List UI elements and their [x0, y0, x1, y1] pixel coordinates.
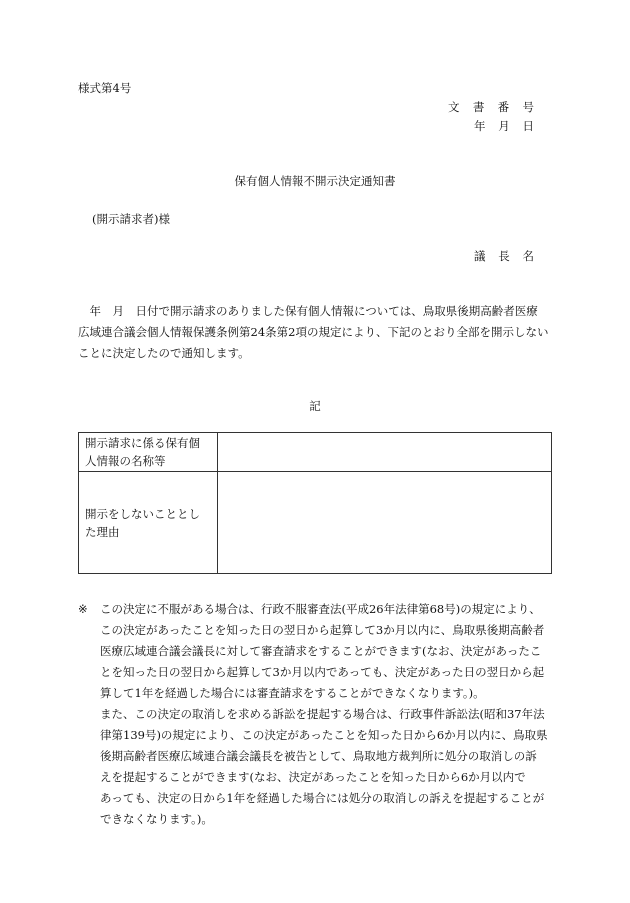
body-line: 年 月 日付で開示請求のありました保有個人情報については、鳥取県後期高齢者医療	[78, 304, 538, 318]
note-mark: ※	[78, 602, 88, 616]
body-line: 広域連合議会個人情報保護条例第24条第2項の規定により、下記のとおり全部を開示しない	[78, 325, 549, 339]
label-line: 開示をしないこととし	[85, 506, 200, 521]
note-line: この決定があったことを知った日の翌日から起算して3か月以内に、鳥取県後期高齢者	[100, 623, 545, 637]
row-value-info-name	[218, 433, 552, 472]
label-line: 開示請求に係る保有個	[85, 436, 200, 450]
document-number-label: 文書番号	[448, 100, 534, 114]
body-paragraph	[78, 301, 554, 364]
body-line: ことに決定したので通知します。	[78, 346, 250, 360]
note-line: 算して1年を経過した場合には審査請求をすることができなくなります。)。	[100, 686, 485, 700]
sender-name: 議長名	[474, 249, 534, 263]
document-title: 保有個人情報不開示決定通知書	[234, 174, 396, 188]
info-table	[78, 432, 552, 574]
table-row	[79, 433, 552, 472]
form-number: 様式第4号	[78, 81, 132, 95]
note-line: あっても、決定の日から1年を経過した場合には処分の取消しの訴えを提起することが	[100, 791, 545, 805]
date-line: 年月日	[474, 119, 534, 133]
note-line: 律第139号)の規定により、この決定があったことを知った日から6か月以内に、鳥取県	[100, 728, 548, 742]
row-value-reason	[218, 472, 552, 574]
note-line: えを提起することができます(なお、決定があったことを知った日から6か月以内で	[100, 770, 526, 784]
note-body	[100, 599, 558, 830]
label-line: た理由	[85, 524, 120, 539]
note-line: また、この決定の取消しを求める訴訟を提起する場合は、行政事件訴訟法(昭和37年法	[100, 707, 545, 721]
note-line: 後期高齢者医療広域連合議会議長を被告として、鳥取地方裁判所に処分の取消しの訴	[100, 749, 537, 763]
note-line: できなくなります。)。	[100, 812, 213, 826]
note-line: この決定に不服がある場合は、行政不服審査法(平成26年法律第68号)の規定により、	[100, 602, 541, 616]
ki-heading: 記	[309, 399, 321, 413]
row-label-info-name	[79, 433, 218, 472]
row-label-reason	[79, 472, 218, 574]
addressee: (開示請求者)様	[92, 212, 170, 226]
table-row	[79, 472, 552, 574]
note-line: とを知った日の翌日から起算して3か月以内であっても、決定があった日の翌日から起	[100, 665, 545, 679]
note-line: 医療広域連合議会議長に対して審査請求をすることができます(なお、決定があったこ	[100, 644, 542, 658]
label-line: 人情報の名称等	[85, 454, 166, 468]
